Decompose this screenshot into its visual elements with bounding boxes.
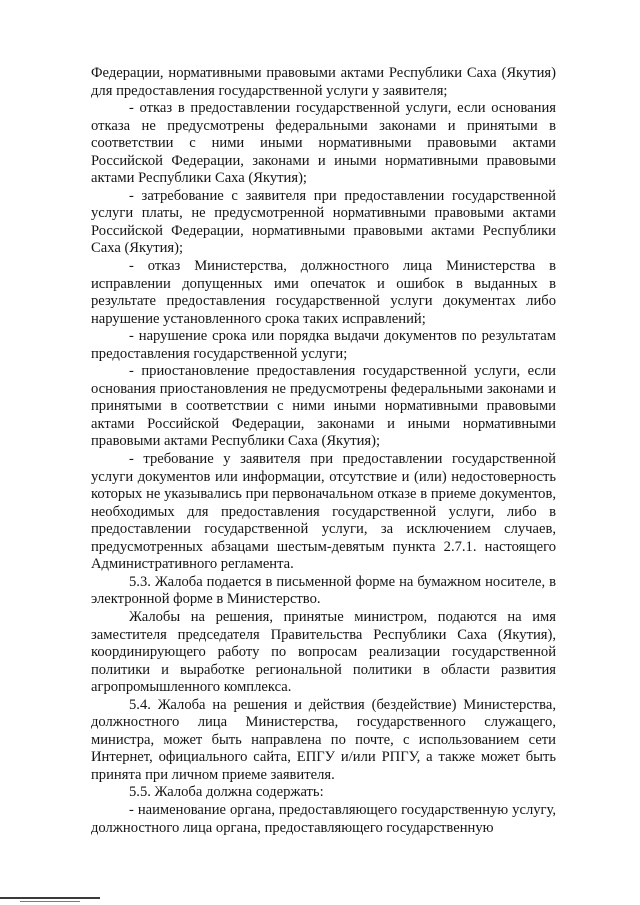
paragraph-continuation: Федерации, нормативными правовыми актами Республики Саха (Якутия) для предоставления государственной услуги у заявителя; bbox=[91, 65, 556, 99]
paragraph-5-5: 5.5. Жалоба должна содержать: bbox=[129, 784, 324, 801]
scan-edge-mark bbox=[0, 897, 100, 899]
paragraph-5-4: 5.4. Жалоба на решения и действия (бездействие) Министерства, должностного лица Министерства, государственного служащего, министра, может быть направлена по почте, с использованием сети Интернет, официального сайта, ЕПГУ и/или РПГУ, а также может быть принята при личном приеме заявителя. bbox=[91, 696, 556, 783]
paragraph-minister-complaints: Жалобы на решения, принятые министром, подаются на имя заместителя председателя Правительства Республики Саха (Якутия), координирующего работу по вопросам реализации государственной политики и выработке региональной политики в области развития агропромышленного комплекса. bbox=[91, 608, 556, 696]
paragraph-organ-name: - наименование органа, предоставляющего государственную услугу, должностного лица органа, предоставляющего государственную bbox=[91, 801, 556, 836]
paragraph-correction-refusal: - отказ Министерства, должностного лица Министерства в исправлении допущенных ими опечаток и ошибок в выданных в результате предоставления государственной услуги документах либо нарушение установленного срока таких исправлений; bbox=[91, 258, 556, 327]
paragraph-suspension: - приостановление предоставления государственной услуги, если основания приостановления не предусмотрены федеральными законами и принятыми в соответствии с ними иными нормативными правовыми актами Российской Федерации, законами и иными нормативными правовыми актами Республики Саха (Якутия); bbox=[91, 363, 556, 450]
paragraph-refusal: - отказ в предоставлении государственной услуги, если основания отказа не предусмотрены федеральными законами и принятыми в соответствии с ними иными нормативными правовыми актами Российской Федерации, законами и иными нормативными правовыми актами Республики Саха (Якутия); bbox=[91, 100, 556, 187]
paragraph-5-3: 5.3. Жалоба подается в письменной форме на бумажном носителе, в электронной форме в Министерство. bbox=[91, 573, 556, 608]
scan-edge-mark-secondary bbox=[20, 901, 80, 902]
paragraph-issuance-violation: - нарушение срока или порядка выдачи документов по результатам предоставления государственной услуги; bbox=[91, 328, 556, 362]
document-body bbox=[91, 65, 556, 837]
paragraph-fee-demand: - затребование с заявителя при предоставлении государственной услуги платы, не предусмотренной нормативными правовыми актами Российской Федерации, нормативными правовыми актами Республики Саха (Якутия); bbox=[91, 187, 556, 257]
paragraph-document-demand: - требование у заявителя при предоставлении государственной услуги документов или информации, отсутствие и (или) недостоверность которых не указывались при первоначальном отказе в приеме документов, необходимых для предоставления государственной услуги, либо в предоставлении государственной услуги, за исключением случаев, предусмотренных абзацами шестым-девятым пункта 2.7.1. настоящего Административного регламента. bbox=[91, 451, 556, 573]
